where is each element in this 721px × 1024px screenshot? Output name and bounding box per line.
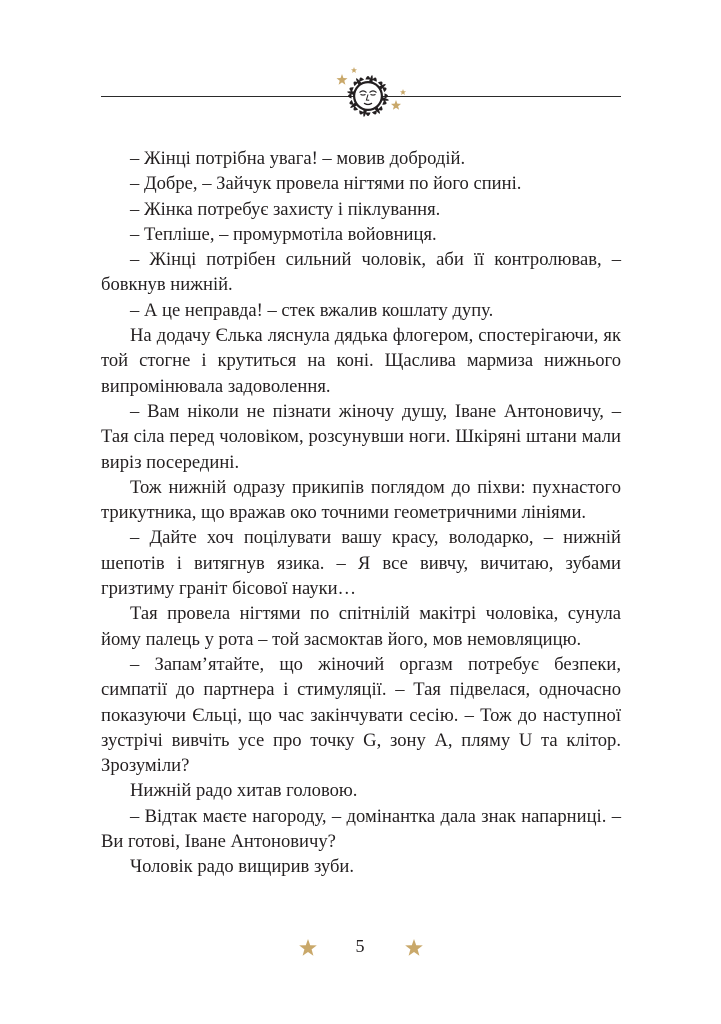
paragraph: – Жінка потребує захисту і піклування. — [130, 198, 441, 220]
paragraph: Нижній радо хитав головою. — [130, 780, 358, 802]
paragraph: Тая провела нігтями по спітнілій макітрі чоловіка, сунула йому палець у рота – той засмоктав його, мов немовляцицю. — [101, 603, 621, 650]
paragraph: Чоловік радо вищирив зуби. — [130, 856, 355, 878]
paragraph: Тож нижній одразу прикипів поглядом до піхви: пухнастого трикутника, що вражав око точними геометричними лініями. — [101, 476, 621, 524]
paragraph: – Жінці потрібна увага! – мовив добродій. — [130, 148, 466, 169]
paragraph: – А це неправда! – стек вжалив кошлату дупу. — [130, 299, 494, 321]
sun-with-face-icon — [324, 60, 412, 132]
paragraph: – Відтак маєте нагороду, – домінантка дала знак напарниці. – Ви готові, Іване Антоновичу? — [101, 805, 621, 853]
page-number: 5 — [355, 936, 365, 956]
star-icon — [404, 938, 424, 958]
paragraph: – Вам ніколи не пізнати жіночу душу, Іване Антоновичу, – Тая сіла перед чоловіком, розсунувши ноги. Шкіряні штани мали виріз посередині. — [101, 400, 621, 473]
paragraph: На додачу Єлька ляснула дядька флогером, спостерігаючи, як той стогне і крутиться на коні. Щаслива мармиза нижнього випромінювала задоволення. — [101, 325, 621, 397]
paragraph: – Жінці потрібен сильний чоловік, аби її контролював, – бовкнув нижній. — [101, 249, 621, 296]
paragraph: – Дайте хоч поцілувати вашу красу, володарко, – нижній шепотів і витягнув язика. – Я все вивчу, вичитаю, зубами гризтиму граніт бісової науки… — [101, 527, 621, 600]
paragraph: – Добре, – Зайчук провела нігтями по його спині. — [130, 173, 522, 195]
page-text — [101, 146, 621, 880]
star-icon — [298, 938, 318, 958]
paragraph: – Запам’ятайте, що жіночий оргазм потребує безпеки, симпатії до партнера і стимуляції. – Тая підвелася, одночасно показуючи Єльці, що час закінчувати сесію. – Тож до наступної зустрічі вивчіть усе про точку G, зону A, пляму U та клітор. Зрозуміли? — [101, 653, 621, 777]
paragraph: – Тепліше, – промурмотіла войовниця. — [130, 223, 437, 245]
page-footer — [0, 934, 721, 964]
